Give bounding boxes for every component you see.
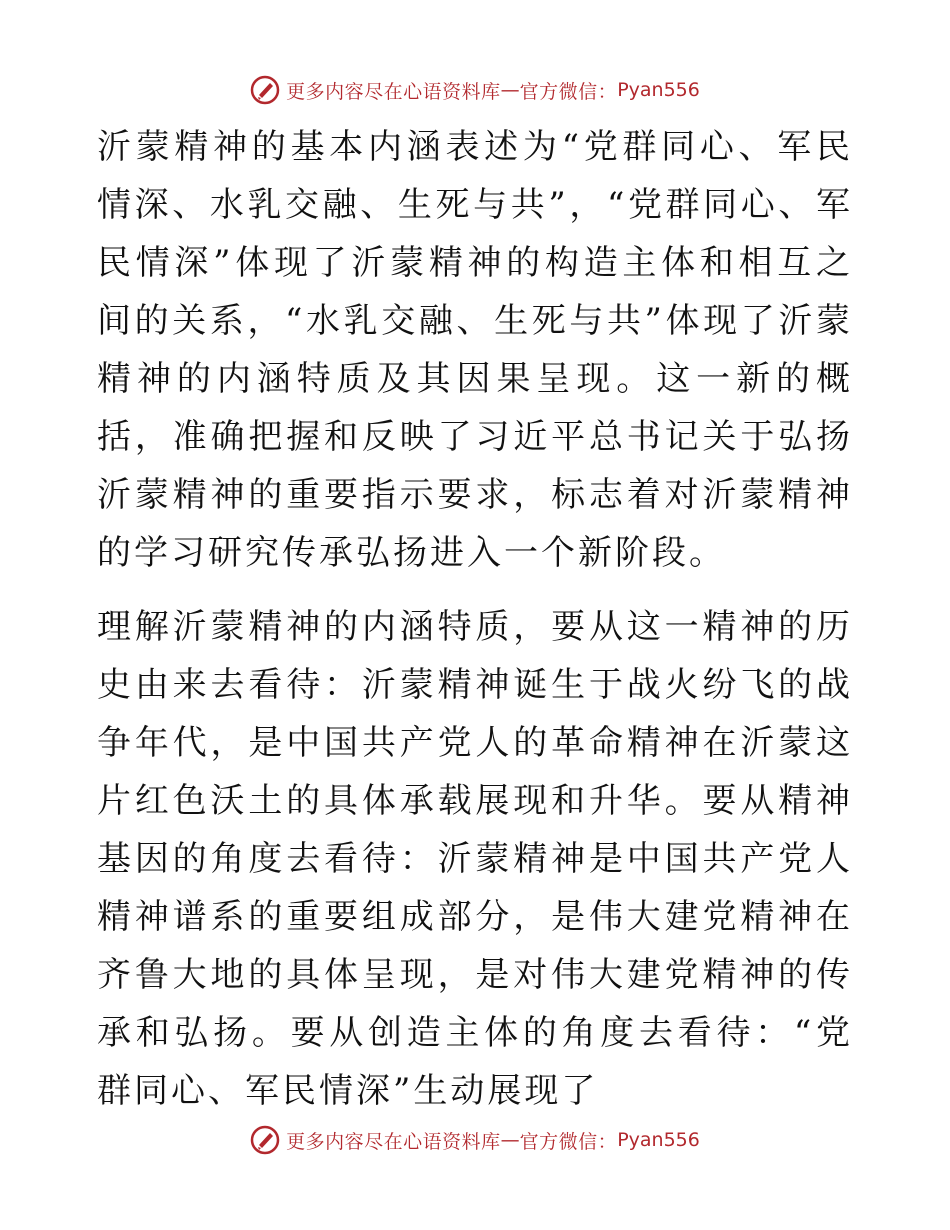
footer-promo-text: 更多内容尽在心语资料库 xyxy=(286,1130,501,1153)
brand-logo-icon xyxy=(250,1125,280,1155)
brand-logo-icon xyxy=(250,75,280,105)
footer-wechat-label: 官方微信： xyxy=(519,1130,618,1153)
footer-banner xyxy=(0,1122,950,1158)
document-body xyxy=(97,118,853,1120)
header-wechat-label: 官方微信： xyxy=(519,80,618,103)
paragraph-2: 理解沂蒙精神的内涵特质，要从这一精神的历史由来去看待：沂蒙精神诞生于战火纷飞的战争年代，是中国共产党人的革命精神在沂蒙这片红色沃土的具体承载展现和升华。要从精神基因的角度去看待：沂蒙精神是中国共产党人精神谱系的重要组成部分，是伟大建党精神在齐鲁大地的具体呈现，是对伟大建党精神的传承和弘扬。要从创造主体的角度去看待：“党群同心、军民情深”生动展现了 xyxy=(97,607,853,1111)
header-separator: — xyxy=(500,79,520,101)
footer-separator: — xyxy=(500,1129,520,1151)
footer-wechat-id: Pyan556 xyxy=(617,1129,700,1151)
header-promo-text: 更多内容尽在心语资料库 xyxy=(286,80,501,103)
paragraph-1: 沂蒙精神的基本内涵表述为“党群同心、军民情深、水乳交融、生死与共”，“党群同心、军民情深”体现了沂蒙精神的构造主体和相互之间的关系，“水乳交融、生死与共”体现了沂蒙精神的内涵特质及其因果呈现。这一新的概括，准确把握和反映了习近平总书记关于弘扬沂蒙精神的重要指示要求，标志着对沂蒙精神的学习研究传承弘扬进入一个新阶段。 xyxy=(97,127,853,573)
header-banner xyxy=(0,72,950,108)
header-wechat-id: Pyan556 xyxy=(617,79,700,101)
